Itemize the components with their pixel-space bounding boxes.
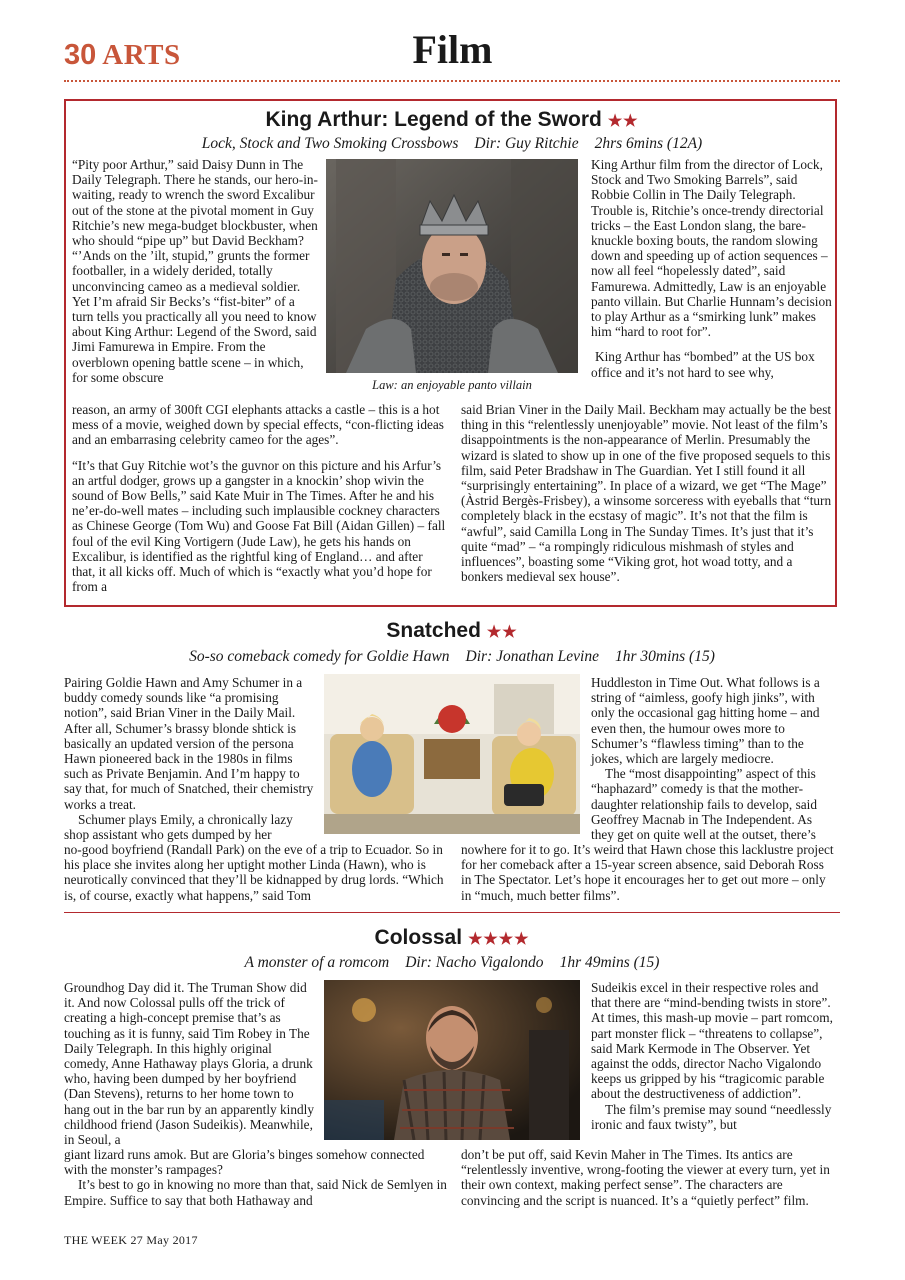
review-text-right: Sudeikis excel in their respective roles and that there are “mind-bending twists in store”. At times, this mash-up movie – part romcom, part monster flick – “threatens to collapse”, said Mark Kermode in The Observer. Yet against the odds, director Nacho Vigalondo keeps us gripped by his “tragicomic parable about the destructiveness of addiction”. The film’s premise may sound “needlessly ironic and faux twisty”, but [591, 980, 833, 1132]
page-title: Film [412, 27, 493, 72]
review-title: King Arthur: Legend of the Sword ★★ [265, 108, 639, 131]
review-standfirst: So-so comeback comedy for Goldie Hawn Dir: Jonathan Levine 1hr 30mins (15) [189, 648, 715, 665]
star-rating: ★★★★ [468, 931, 530, 948]
review-text-bottom-right: said Brian Viner in the Daily Mail. Beckham may actually be the best thing in this “relentlessly unenjoyable” movie. Not least of the film’s disappointments is the non-appearance of Merlin. Presumably the wizard is slated to show up in one of the five proposed sequels to this film, said Peter Bradshaw in The Guardian. Yet I still found it all “surprisingly entertaining”. In place of a wizard, we get “The Mage” (Àstrid Bergès-Frisbey), a winsome sorceress with eyeballs that “turn completely black in the ecstasy of magic”. It’s not that the film is “awful”, said Camilla Long in The Sunday Times. It’s just that it’s quite “mad” – “a rompingly ridiculous mishmash of styles and influences”, boasting some “Viking grot, hot woad totty, and a bonkers medieval sex house”. [461, 402, 832, 585]
header-divider [64, 80, 840, 82]
review-divider [64, 912, 840, 913]
film-still-king-arthur [326, 159, 578, 373]
review-text-bottom-left: no-good boyfriend (Randall Park) on the eve of a trip to Ecuador. So in his place she invites along her uptight mother Linda (Hawn), who is neurotically convinced that they’ll be kidnapped by drug lords. “Which is, of course, exactly what happens,” said Tom [64, 842, 444, 903]
page-number: 30 ARTS [64, 39, 181, 71]
star-rating: ★★ [486, 624, 518, 641]
film-still-colossal [324, 980, 580, 1140]
review-standfirst: Lock, Stock and Two Smoking Crossbows Dir: Guy Ritchie 2hrs 6mins (12A) [201, 135, 703, 152]
review-text-right: Huddleston in Time Out. What follows is a string of “aimless, goofy high jinks”, with only the occasional gag hitting home – and even then, the humour owes more to Schumer’s “flawless timing” than to the jokes, which are largely mediocre. The “most disappointing” aspect of this “haphazard” comedy is that the mother-daughter relationship fails to develop, said Geoffrey Macnab in The Independent. As they get on quite well at the outset, there’s [591, 675, 820, 843]
film-still-snatched [324, 674, 580, 834]
review-title: Snatched ★★ [386, 619, 518, 642]
review-text-right: King Arthur film from the director of Lock, Stock and Two Smoking Barrels”, said Robbie Collin in The Daily Telegraph. Trouble is, Ritchie’s once-trendy directorial tricks – the East London slang, the bare-knuckle boxing bouts, the random slowing down and speeding up of action sequences – now all feel “hopelessly dated”, said Famurewa. Admittedly, Law is an enjoyable panto villain. But Charlie Hunnam’s decision to play Arthur as a “smirking lunk” makes him “hard to root for”. King Arthur has “bombed” at the US box office and it’s not hard to see why, [591, 157, 832, 380]
review-text-bottom-right: nowhere for it to go. It’s weird that Hawn chose this lacklustre project for her comeback after a 15-year screen absence, said Deborah Ross in The Spectator. Let’s hope it encourages her to get out more – only in “much, much better films”. [461, 842, 834, 903]
page-footer: THE WEEK 27 May 2017 [64, 1233, 198, 1247]
review-text-bottom-right: don’t be put off, said Kevin Maher in The Times. Its antics are “relentlessly inventive, wrong-footing the viewer at every turn, yet in their own context, making perfect sense”. The characters are convincing and the script is nuanced. It’s a “quietly perfect” film. [461, 1147, 830, 1208]
review-text-left: “Pity poor Arthur,” said Daisy Dunn in The Daily Telegraph. There he stands, our hero-in-waiting, ready to wrench the sword Excalibur out of the stone at the pivotal moment in Guy Ritchie’s new mega-budget blockbuster, when who should “pipe up” but David Beckham? “’Ands on the ’ilt, stupid,” grunts the former footballer, in a widely derided, totally unconvincing cameo as a medieval soldier. Yet I’m afraid Sir Becks’s “fist-biter” of a turn tells you practically all you need to know about King Arthur: Legend of the Sword, said Jimi Famurewa in Empire. From the overblown opening battle scene – in which, for some obscure [72, 157, 318, 385]
review-text-bottom-left: reason, an army of 300ft CGI elephants attacks a castle – this is a hot mess of a movie, weighed down by special effects, “con-flicting ideas and an embarrasing celebrity cameo for the ages”. “It’s that Guy Ritchie wot’s the guvnor on this picture and his Arfur’s an artful dodger, grows up a gangster in a knockin’ shop wivin the sound of Bow Bells,” said Kate Muir in The Times. After he and his ne’er-do-well mates – including such implausible cockney characters as Chinese George (Tom Wu) and Goose Fat Bill (Aidan Gillen) – fall foul of the evil King Vortigern (Jude Law), he gets his hands on Excalibur, is identified as the rightful king of England… and after that, it all kicks off. Much of which is “exactly what you’d hope for from a [72, 402, 446, 595]
star-rating: ★★ [607, 113, 639, 130]
section-label: ARTS [102, 39, 181, 71]
review-standfirst: A monster of a romcom Dir: Nacho Vigalondo 1hr 49mins (15) [244, 954, 660, 971]
photo-caption: Law: an enjoyable panto villain [372, 378, 532, 392]
review-text-left: Groundhog Day did it. The Truman Show did it. And now Colossal pulls off the trick of creating a high-concept premise that’s as touching as it is funny, said Tim Robey in The Daily Telegraph. In this highly original comedy, Anne Hathaway plays Gloria, a drunk who, having been dumped by her boyfriend (Dan Stevens), returns to her home town to hang out in the bar run by an apparently kindly childhood friend (Jason Sudeikis). Meanwhile, in Seoul, a [64, 980, 314, 1148]
review-text-left: Pairing Goldie Hawn and Amy Schumer in a buddy comedy sounds like “a promising notion”, said Brian Viner in the Daily Mail. After all, Schumer’s brassy blonde shtick is basically an updated version of the persona Hawn pioneered back in the 1980s in films such as Private Benjamin. And I’m happy to say that, for much of Snatched, their chemistry works a treat. Schumer plays Emily, a chronically lazy shop assistant who gets dumped by her [64, 675, 314, 843]
review-title: Colossal ★★★★ [374, 926, 530, 949]
review-text-bottom-left: giant lizard runs amok. But are Gloria’s binges somehow connected with the monster’s rampages? It’s best to go in knowing no more than that, said Nick de Semlyen in Empire. Suffice to say that both Hathaway and [64, 1147, 447, 1208]
